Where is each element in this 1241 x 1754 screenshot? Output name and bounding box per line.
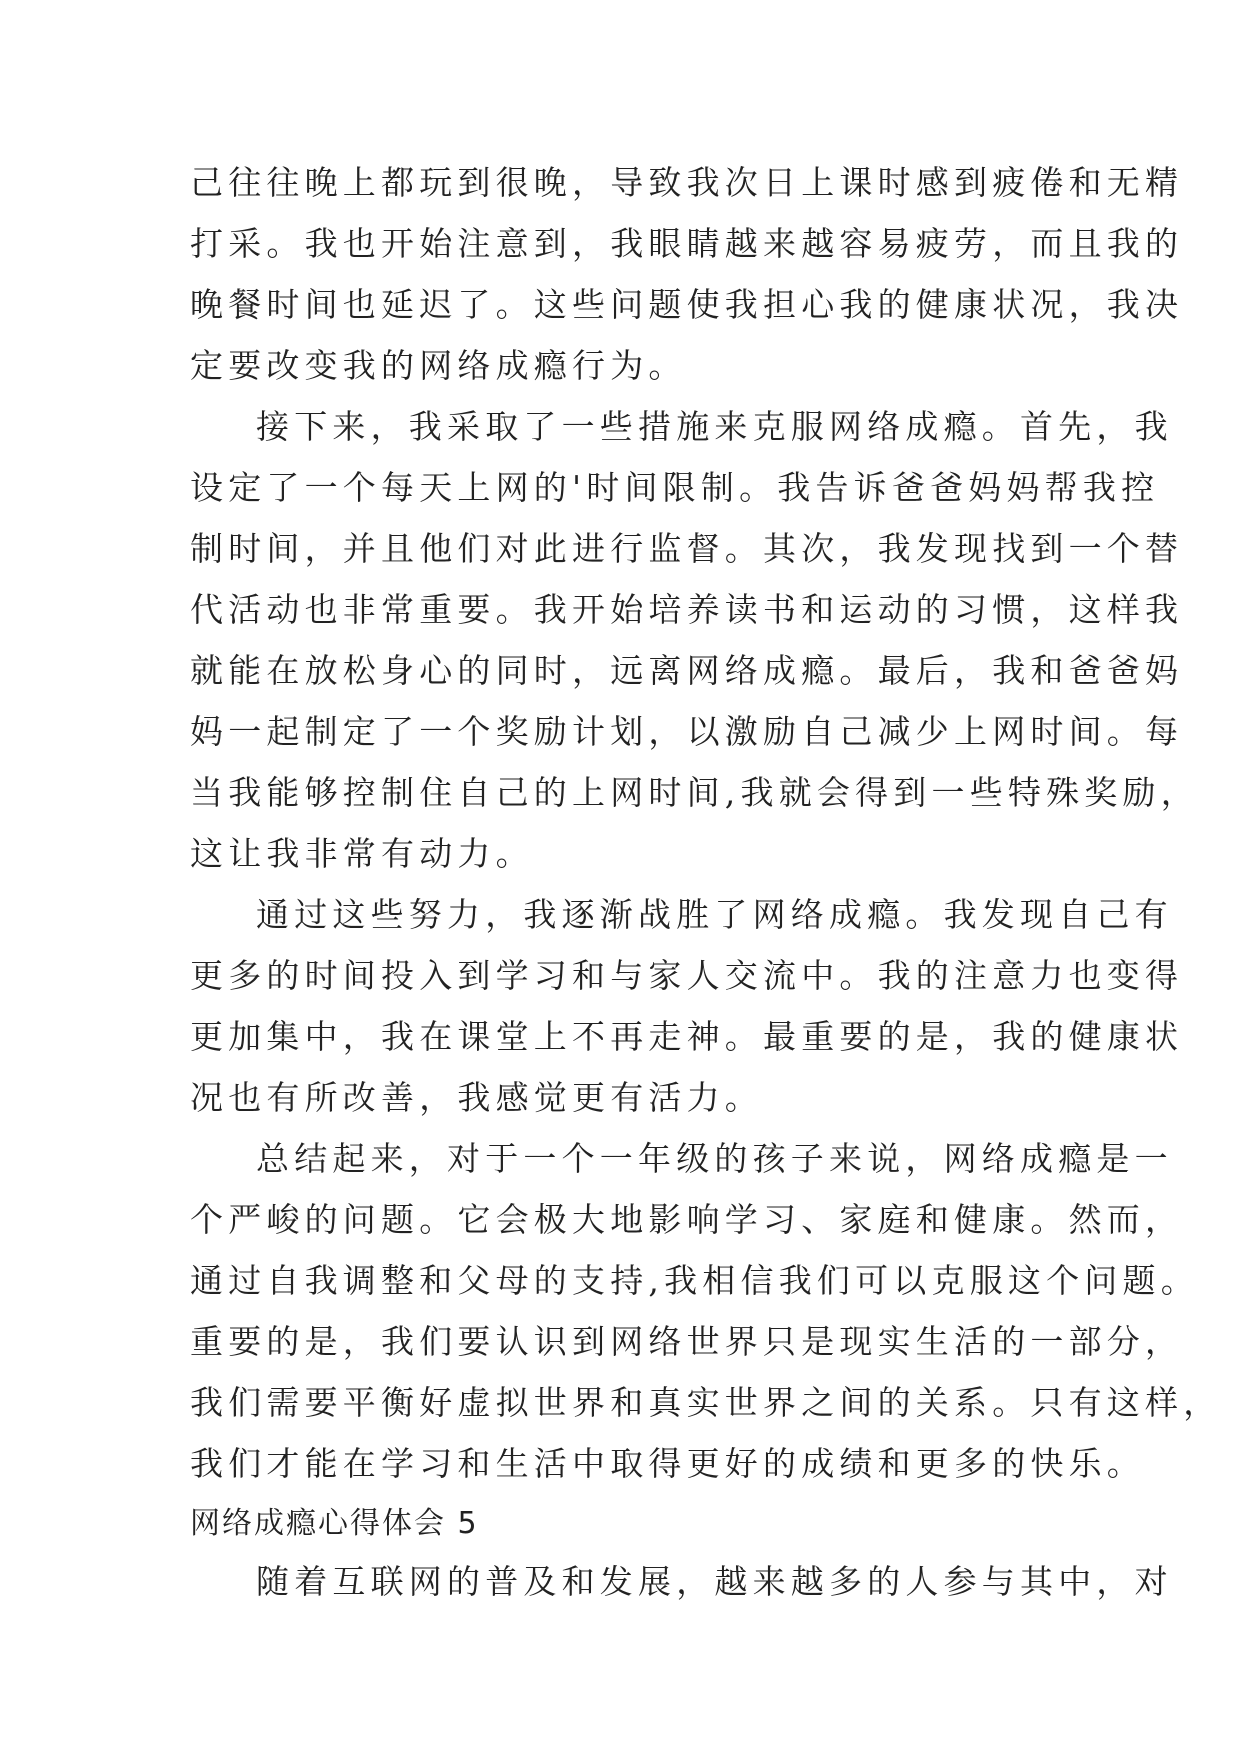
text-line: 定要改变我的网络成瘾行为。 (190, 346, 687, 385)
text-line: 己往往晚上都玩到很晚，导致我次日上课时感到疲倦和无精 (190, 163, 1184, 202)
text-line: 更加集中，我在课堂上不再走神。最重要的是，我的健康状 (190, 1017, 1184, 1056)
text-line: 制时间，并且他们对此进行监督。其次，我发现找到一个替 (190, 529, 1184, 568)
text-line: 我们才能在学习和生活中取得更好的成绩和更多的快乐。 (190, 1444, 1145, 1483)
paragraph-start-line: 接下来，我采取了一些措施来克服网络成瘾。首先，我 (256, 407, 1173, 446)
text-line: 当我能够控制住自己的上网时间,我就会得到一些特殊奖励， (190, 773, 1199, 812)
text-line: 晚餐时间也延迟了。这些问题使我担心我的健康状况，我决 (190, 285, 1184, 324)
text-line: 重要的是，我们要认识到网络世界只是现实生活的一部分， (190, 1322, 1184, 1361)
paragraph-start-line: 总结起来，对于一个一年级的孩子来说，网络成瘾是一 (256, 1139, 1173, 1178)
text-line: 设定了一个每天上网的'时间限制。我告诉爸爸妈妈帮我控 (190, 468, 1160, 507)
document-body (190, 152, 1222, 1612)
text-line: 打采。我也开始注意到，我眼睛越来越容易疲劳，而且我的 (190, 224, 1184, 263)
text-line: 代活动也非常重要。我开始培养读书和运动的习惯，这样我 (190, 590, 1184, 629)
text-line: 况也有所改善，我感觉更有活力。 (190, 1078, 763, 1117)
text-line: 更多的时间投入到学习和与家人交流中。我的注意力也变得 (190, 956, 1184, 995)
text-line: 这让我非常有动力。 (190, 834, 534, 873)
text-line: 就能在放松身心的同时，远离网络成瘾。最后，我和爸爸妈 (190, 651, 1184, 690)
text-line: 妈一起制定了一个奖励计划，以激励自己减少上网时间。每 (190, 712, 1184, 751)
section-title: 网络成瘾心得体会 5 (190, 1506, 479, 1541)
text-line: 通过自我调整和父母的支持,我相信我们可以克服这个问题。 (190, 1261, 1199, 1300)
text-line: 我们需要平衡好虚拟世界和真实世界之间的关系。只有这样， (190, 1383, 1222, 1422)
text-line: 个严峻的问题。它会极大地影响学习、家庭和健康。然而， (190, 1200, 1184, 1239)
paragraph-start-line: 随着互联网的普及和发展，越来越多的人参与其中，对 (256, 1562, 1173, 1601)
paragraph-start-line: 通过这些努力，我逐渐战胜了网络成瘾。我发现自己有 (256, 895, 1173, 934)
